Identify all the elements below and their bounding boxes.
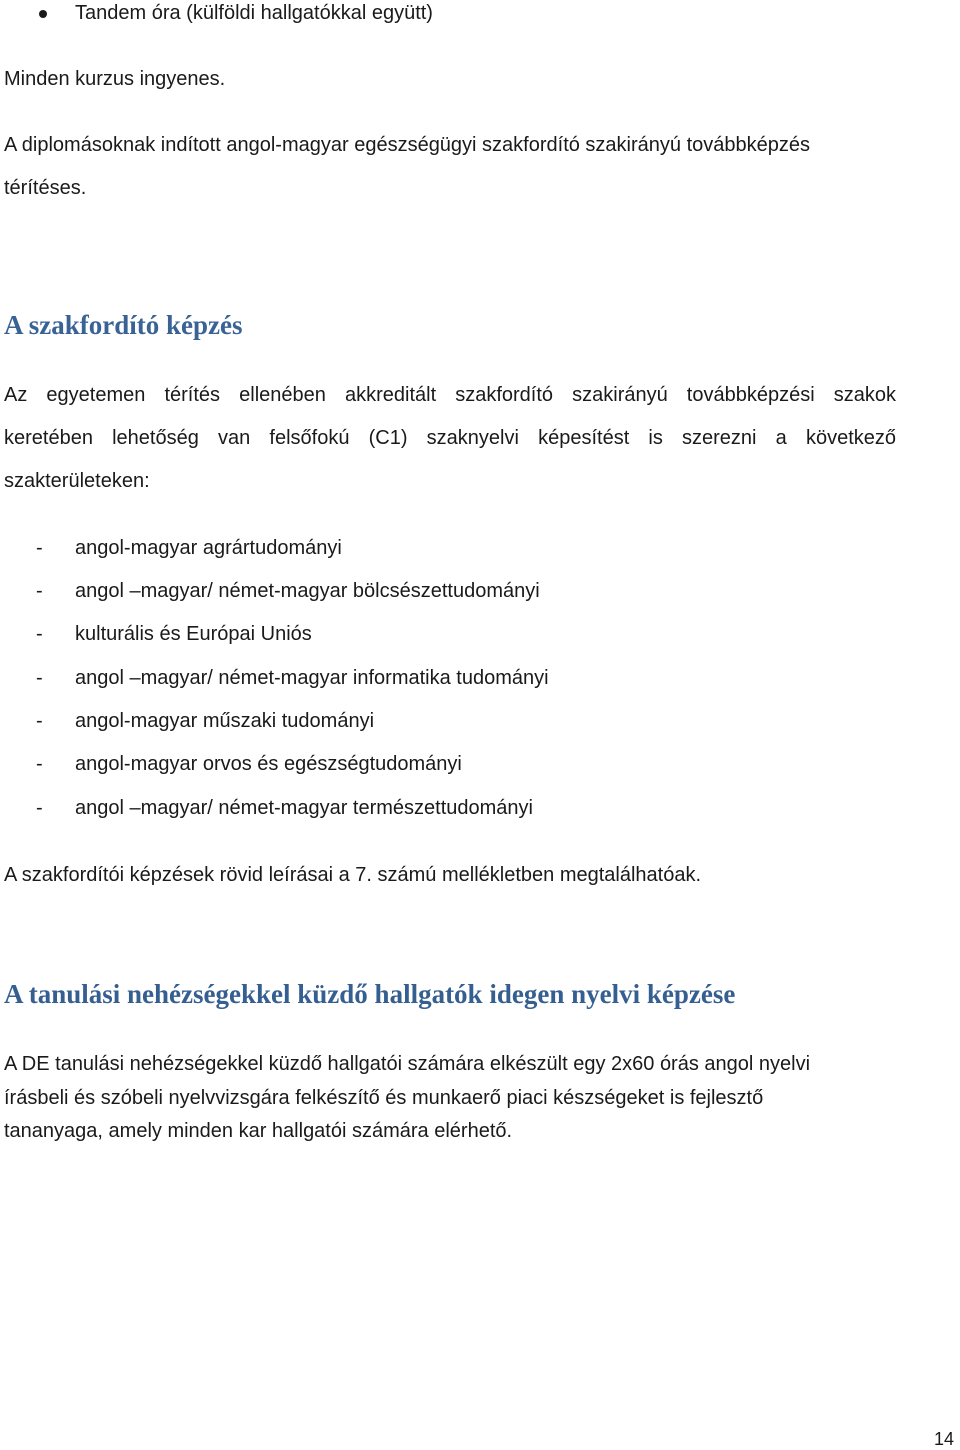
list-item bbox=[0, 752, 960, 776]
paid-course-line-2: térítéses. bbox=[4, 177, 87, 199]
section1-closing-text: A szakfordítói képzések rövid leírásai a 7. számú mellékletben megtalálhatóak. bbox=[4, 864, 702, 886]
list-dash: - bbox=[36, 537, 43, 559]
section2-para-line-1: A DE tanulási nehézségekkel küzdő hallgatói számára elkészült egy 2x60 órás angol nyelvi bbox=[4, 1053, 811, 1075]
list-dash: - bbox=[36, 753, 43, 775]
list-dash: - bbox=[36, 710, 43, 732]
section1-para-line-2: keretében lehetőség van felsőfokú (C1) szaknyelvi képesítést is szerezni a következő bbox=[4, 427, 896, 449]
list-item-text: kulturális és Európai Uniós bbox=[75, 623, 312, 645]
list-item bbox=[0, 536, 960, 560]
top-bullet-text: Tandem óra (külföldi hallgatókkal együtt) bbox=[75, 2, 433, 24]
section1-para-line-1: Az egyetemen térítés ellenében akkreditált szakfordító szakirányú továbbképzési szakok bbox=[4, 384, 896, 406]
section2-para-line-3: tananyaga, amely minden kar hallgatói számára elérhető. bbox=[4, 1120, 513, 1142]
paid-course-line-1: A diplomásoknak indított angol-magyar egészségügyi szakfordító szakirányú továbbképzés bbox=[4, 134, 811, 156]
list-dash: - bbox=[36, 623, 43, 645]
list-item bbox=[0, 709, 960, 733]
top-bullet-item bbox=[0, 1, 960, 25]
bullet-dot-icon bbox=[39, 10, 47, 18]
section1-para-line-3: szakterületeken: bbox=[4, 470, 150, 492]
section-heading-szakfordito: A szakfordító képzés bbox=[4, 310, 243, 340]
list-item-text: angol –magyar/ német-magyar informatika tudományi bbox=[75, 667, 549, 689]
list-item bbox=[0, 622, 960, 646]
list-item-text: angol –magyar/ német-magyar természettudományi bbox=[75, 797, 533, 819]
list-item bbox=[0, 796, 960, 820]
free-courses-text: Minden kurzus ingyenes. bbox=[4, 68, 226, 90]
page-number: 14 bbox=[933, 1429, 954, 1449]
list-dash: - bbox=[36, 580, 43, 602]
list-dash: - bbox=[36, 797, 43, 819]
list-item bbox=[0, 666, 960, 690]
list-item-text: angol-magyar műszaki tudományi bbox=[75, 710, 375, 732]
list-item bbox=[0, 579, 960, 603]
list-item-text: angol-magyar agrártudományi bbox=[75, 537, 342, 559]
list-item-text: angol-magyar orvos és egészségtudományi bbox=[75, 753, 462, 775]
section-heading-learning-difficulties: A tanulási nehézségekkel küzdő hallgatók idegen nyelvi képzése bbox=[4, 979, 736, 1009]
list-dash: - bbox=[36, 667, 43, 689]
section2-para-line-2: írásbeli és szóbeli nyelvvizsgára felkészítő és munkaerő piaci készségeket is fejlesztő bbox=[4, 1087, 764, 1109]
list-item-text: angol –magyar/ német-magyar bölcsészettudományi bbox=[75, 580, 540, 602]
